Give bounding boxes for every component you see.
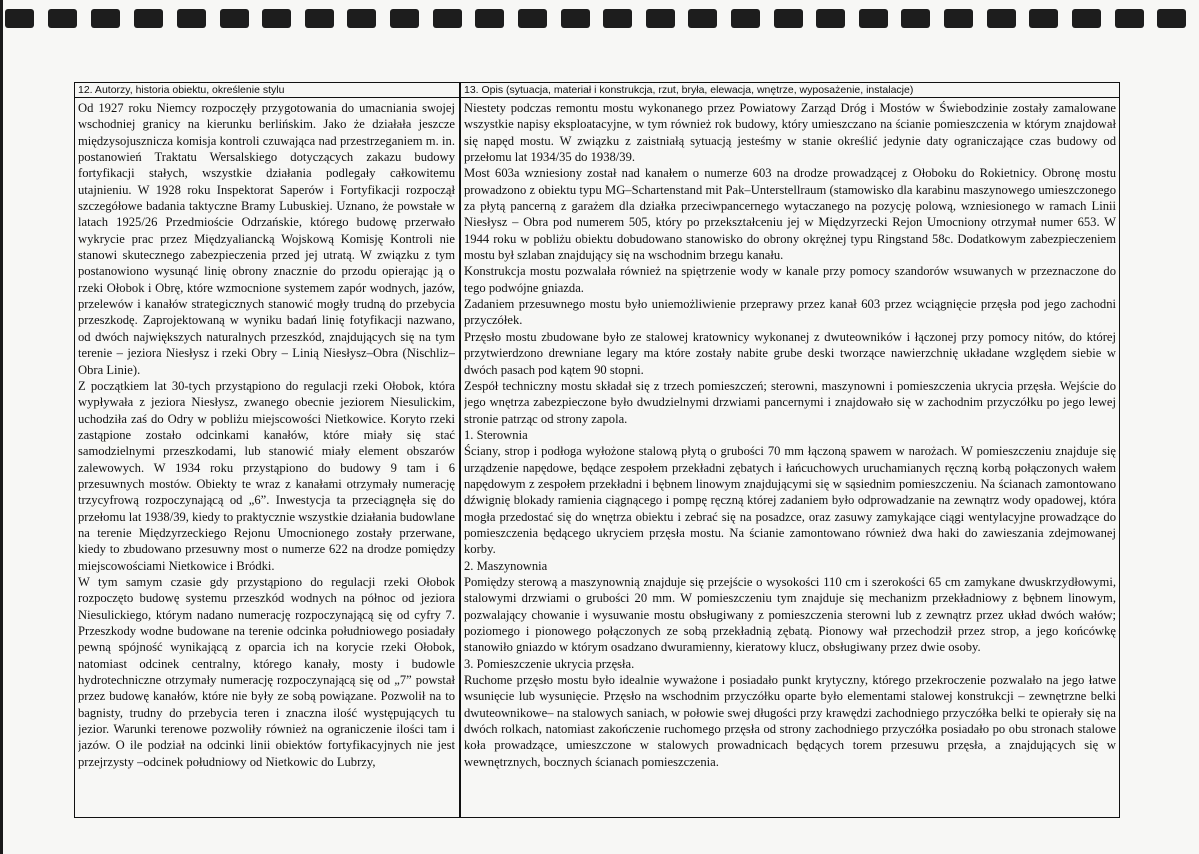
description-paragraph: Ruchome przęsło mostu było idealnie wyważone i posiadało punkt krytyczny, którego przekroczenie pozwalało na jego łatwe wsunięcie lub wysunięcie. Przęsło na wschodnim przyczółku oparte było elementami stalowej konstrukcji – zewnętrzne belki dwuteownikowe– na stalowych saniach, w połowie swej długości przy krawędzi zachodniego przyczółka belki te opierały się na dwóch rolkach, natomiast zakończenie ruchomego przęsła od strony zachodniego przyczółka posiadało po obu stronach stalowe koła prowadzące, umieszczone w stalowych prowadnicach będących torem przesuwu przęsła, a znajdujących się w wewnętrznych, bocznych ścianach pomieszczenia.: [464, 673, 1116, 769]
punch-hole: [305, 9, 334, 28]
punch-hole: [1029, 9, 1058, 28]
punch-hole: [859, 9, 888, 28]
history-column: [78, 100, 455, 770]
punch-hole: [134, 9, 163, 28]
punch-hole: [731, 9, 760, 28]
section-heading-maszynownia: 2. Maszynownia: [464, 558, 548, 573]
description-paragraph: Zadaniem przesuwnego mostu było uniemożliwienie przeprawy przez kanał 603 przez wciągnięcie przęsła pod jego zachodni przyczółek.: [464, 297, 1116, 328]
punch-hole: [816, 9, 845, 28]
punch-hole: [1115, 9, 1144, 28]
punch-hole: [1072, 9, 1101, 28]
punch-hole: [688, 9, 717, 28]
section-heading-sterownia: 1. Sterownia: [464, 427, 528, 442]
punch-hole: [220, 9, 249, 28]
history-paragraph: Z początkiem lat 30-tych przystąpiono do regulacji rzeki Ołobok, która wypływała z jeziora Niesłysz, zwanego obecnie jeziorem Niesulickim, uchodziła zaś do Odry w pobliżu miejscowości Nietkowice. Koryto rzeki zastąpione zostało odcinkami kanałów, które miały się stać samodzielnymi przeszkodami, lub stanowić miały element obszarów zalewowych. W 1934 roku przystąpiono do budowy 9 tam i 6 przesuwnych mostów. Obiekty te wraz z kanałami otrzymały numerację trzycyfrową rozpoczynającą od „6”. Inwestycja ta przeciągnęła się do przełomu lat 1938/39, kiedy to praktycznie wszystkie działania budowlane na terenie Międzyrzeckiego Rejonu Umocnionego zostały przerwane, kiedy to zbudowano przesuwny most o numerze 622 na drodze pomiędzy miejscowościami Nietkowice i Bródki.: [78, 378, 455, 573]
punch-hole: [347, 9, 376, 28]
section-heading-ukrycie: 3. Pomieszczenie ukrycia przęsła.: [464, 656, 635, 671]
punch-hole: [262, 9, 291, 28]
punch-hole: [177, 9, 206, 28]
description-paragraph: Zespół techniczny mostu składał się z trzech pomieszczeń; sterowni, maszynowni i pomieszczenia ukrycia przęsła. Wejście do jego wnętrza zabezpieczone było dwudzielnymi drzwiami pancernymi i znajdowało się w zachodnim przyczółku po jego lewej stronie patrząc od strony zapola.: [464, 378, 1116, 426]
punch-hole: [944, 9, 973, 28]
column-divider: [459, 83, 461, 817]
punch-hole: [987, 9, 1016, 28]
punch-hole: [48, 9, 77, 28]
punch-hole: [774, 9, 803, 28]
punch-hole: [561, 9, 590, 28]
description-paragraph: Pomiędzy sterową a maszynownią znajduje się przejście o wysokości 110 cm i szerokości 65 cm zamykane dwuskrzydłowymi, stalowymi drzwiami o grubości 20 mm. W pomieszczeniu tym znajduje się mechanizm przekładniowy z bębnem linowym, pozwalający chowanie i wysuwanie mostu obsługiwany z pomieszczenia sterowni lub z zewnątrz przez układ dwóch wałów; poziomego i pionowego połączonych ze sobą przekładnią zębatą. Pionowy wał przechodził przez strop, a jego końcówkę stanowiło gniazdo w którym osadzano dwuramienny, kieratowy klucz, obsługiwany przez dwie osoby.: [464, 574, 1116, 655]
description-column: [464, 100, 1116, 770]
description-paragraph: Most 603a wzniesiony został nad kanałem o numerze 603 na drodze prowadzącej z Ołoboku do Rokietnicy. Obronę mostu prowadzono z obiektu typu MG–Schartenstand mit Pak–Unterstellraum (stamowisko dla karabinu maszynowego umieszczonego za płytą pancerną z garażem dla działka przeciwpancernego wytaczanego na pozycję polową, wzniesionego w ramach Linii Niesłysz – Obra pod numerem 505, który po przekształceniu jej w Międzyrzecki Rejon Umocniony otrzymał numer 653. W 1944 roku w pobliżu obiektu dobudowano stanowisko do obrony okrężnej typu Ringstand 58c. Dodatkowym zabezpieczeniem mostu był szlaban znajdujący się na wschodnim brzegu kanału.: [464, 166, 1116, 263]
header-authors-history: 12. Autorzy, historia obiektu, określenie stylu: [78, 84, 285, 96]
punch-hole: [1157, 9, 1186, 28]
binder-punch-holes: [0, 9, 1199, 29]
punch-hole: [433, 9, 462, 28]
page-edge-shadow: [0, 0, 3, 854]
history-paragraph: W tym samym czasie gdy przystąpiono do regulacji rzeki Ołobok rozpoczęto budowę systemu przeszkód wodnych na północ od jeziora Niesulickiego, którym nadano numerację rozpoczynającą się od cyfry 7. Przeszkody wodne budowane na terenie odcinka południowego posiadały pewną spójność wynikającą z oparcia ich na korycie rzeki Ołobok, natomiast odcinek centralny, którego kanały, mosty i budowle hydrotechniczne otrzymały numerację rozpoczynającą się od „7” powstał przez budowę kanałów, które nie były ze sobą powiązane. Pozwolił na to bagnisty, trudny do przebycia teren i znaczna ilość występujących tu jezior. Warunki terenowe pozwoliły również na ograniczenie ilości tam i jazów. O ile podział na odcinki linii obiektów fortyfikacyjnych nie jest przejrzysty –odcinek południowy od Nietkowic do Lubrzy,: [78, 574, 455, 769]
punch-hole: [390, 9, 419, 28]
description-paragraph: Niestety podczas remontu mostu wykonanego przez Powiatowy Zarząd Dróg i Mostów w Świebodzinie zostały zamalowane wszystkie napisy eksploatacyjne, w tym również rok budowy, który umieszczano na ścianie pomieszczenia w którym znajdował się napęd mostu. W związku z zaistniałą sytuacją jesteśmy w stanie określić jedynie daty ograniczające czas budowy od przełomu lat 1934/35 do 1938/39.: [464, 101, 1116, 165]
punch-hole: [901, 9, 930, 28]
description-paragraph: Konstrukcja mostu pozwalała również na spiętrzenie wody w kanale przy pomocy szandorów wsuwanych w przeznaczone do tego podwójne gniazda.: [464, 264, 1116, 295]
description-paragraph: Ściany, strop i podłoga wyłożone stalową płytą o grubości 70 mm łączoną spawem w narożach. W pomieszczeniu znajduje się urządzenie napędowe, będące zespołem przekładni zębatych i łańcuchowych uruchamianych ręczną korbą połączonych wałem napędowym z zespołem przekładni i bębnem linowym znajdującymi się w sąsiednim pomieszczeniu. Na ścianach zamontowano dźwignię blokady ramienia ciągnącego i pompę ręczną której zadaniem było odprowadzanie na zewnątrz wody opadowej, która mogła przedostać się do wnętrza obiektu i zebrać się na posadzce, oraz zasuwy zamykające ciągi wentylacyjne prowadzące do pomieszczenia będącego ukryciem przęsła mostu. Na ścianie zamontowano również dwa haki do zawieszania zdejmowanej korby.: [464, 444, 1116, 557]
punch-hole: [91, 9, 120, 28]
punch-hole: [475, 9, 504, 28]
punch-hole: [646, 9, 675, 28]
punch-hole: [518, 9, 547, 28]
description-paragraph: Przęsło mostu zbudowane było ze stalowej kratownicy wykonanej z dwuteowników i łączonej przy pomocy nitów, do której przytwierdzono drewniane legary ma które zostały nabite grube deski tworzące nawierzchnię układane względem siebie w dwóch pasach pod kątem 90 stopni.: [464, 329, 1116, 377]
punch-hole: [603, 9, 632, 28]
record-form-table: [74, 82, 1120, 818]
punch-hole: [5, 9, 34, 28]
header-description: 13. Opis (sytuacja, materiał i konstrukcja, rzut, bryła, elewacja, wnętrze, wyposażenie, instalacje): [464, 84, 914, 96]
history-paragraph: Od 1927 roku Niemcy rozpoczęły przygotowania do umacniania swojej wschodniej granicy na kierunku berlińskim. Jako że działała jeszcze międzysojusznicza komisja kontroli czuwająca nad przestrzeganiem m. in. postanowień Traktatu Wersalskiego dotyczących zakazu budowy fortyfikacji stałych, wszystkie działania podlegały całkowitemu utajnieniu. W 1928 roku Inspektorat Saperów i Fortyfikacji rozpoczął szczegółowe badania taktyczne Bramy Lubuskiej. Uznano, że powstałe w latach 1925/26 Przedmioście Odrzańskie, którego budowę przerwało wykrycie prac przez Międzyaliancką Wojskową Komisję Kontroli nie stanowi skutecznego zabezpieczenia przed jej utratą. W związku z tym postanowiono wysunąć linię obrony znacznie do przodu opierając ją o rzeki Ołobok i Obrę, które wzmocnione systemem zapór wodnych, jazów, przelewów i kanałów strategicznych stanowić mogły trudną do przebycia przeszkodę. Zaprojektowaną w wyniku badań linię fotyfikacji nazwano, od dwóch największych naturalnych przeszkód, znajdujących się na tym terenie – jeziora Niesłysz i rzeki Obry – Linią Niesłysz–Obra (Nischliz–Obra Linie).: [78, 101, 455, 377]
header-row: [75, 83, 1119, 98]
